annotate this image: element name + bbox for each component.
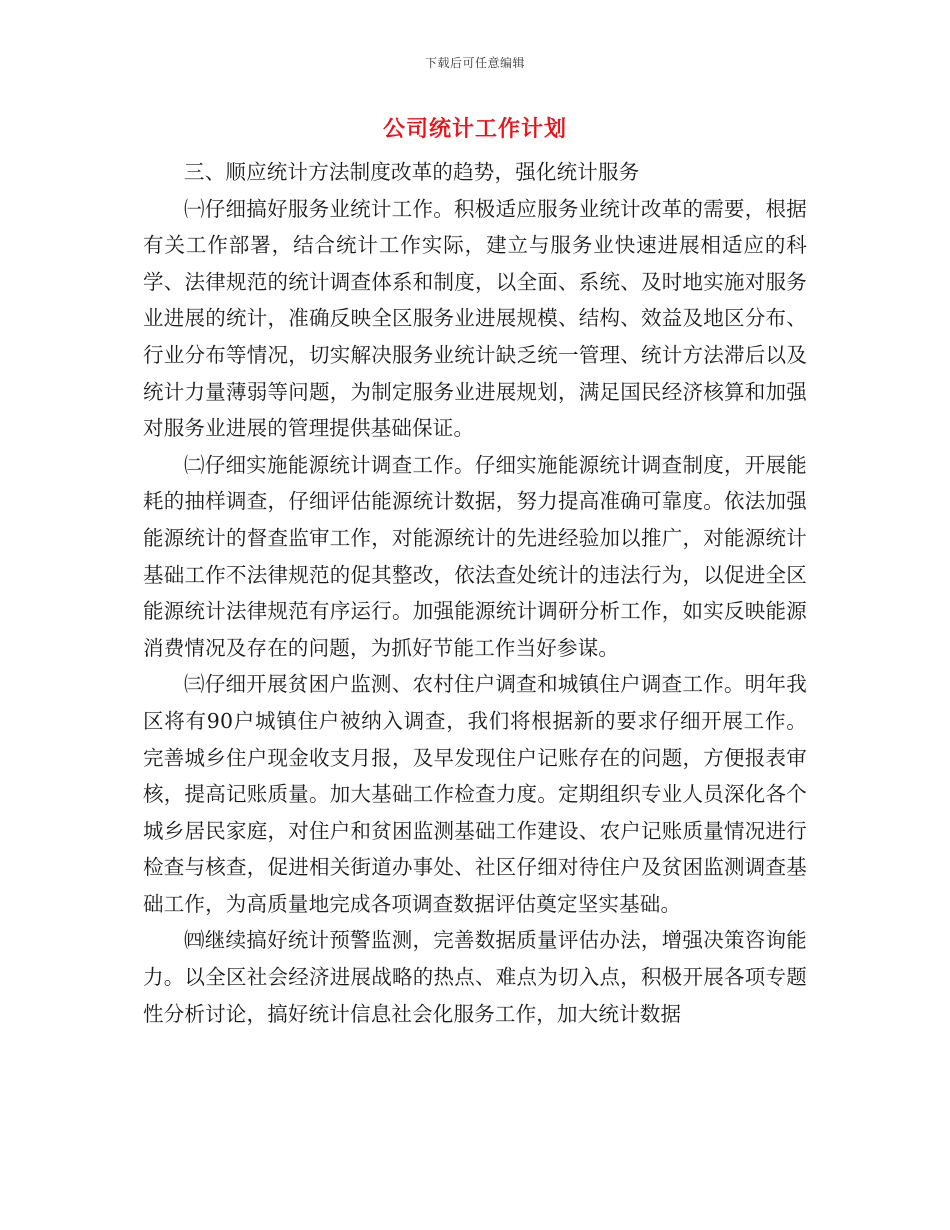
paragraph-3: ㈢仔细开展贫困户监测、农村住户调查和城镇住户调查工作。明年我区将有90户城镇住户被纳入调查，我们将根据新的要求仔细开展工作。完善城乡住户现金收支月报，及早发现住户记账存在的问题，方便报表审核，提高记账质量。加大基础工作检查力度。定期组织专业人员深化各个城乡居民家庭，对住户和贫困监测基础工作建设、农户记账质量情况进行检查与核查，促进相关街道办事处、社区仔细对待住户及贫困监测调查基础工作，为高质量地完成各项调查数据评估奠定坚实基础。 bbox=[143, 672, 807, 916]
section-heading: 三、顺应统计方法制度改革的趋势，强化统计服务 bbox=[184, 160, 640, 184]
paragraph-4: ㈣继续搞好统计预警监测，完善数据质量评估办法，增强决策咨询能力。以全区社会经济进展战略的热点、难点为切入点，积极开展各项专题性分析讨论，搞好统计信息社会化服务工作，加大统计数据 bbox=[143, 928, 807, 1026]
page-header: 下载后可任意编辑 bbox=[424, 56, 525, 70]
paragraph-1: ㈠仔细搞好服务业统计工作。积极适应服务业统计改革的需要，根据有关工作部署，结合统计工作实际，建立与服务业快速进展相适应的科学、法律规范的统计调查体系和制度，以全面、系统、及时地实施对服务业进展的统计，准确反映全区服务业进展规模、结构、效益及地区分布、行业分布等情况，切实解决服务业统计缺乏统一管理、统计方法滞后以及统计力量薄弱等问题，为制定服务业进展规划，满足国民经济核算和加强对服务业进展的管理提供基础保证。 bbox=[143, 196, 807, 441]
document-body bbox=[143, 154, 807, 1032]
document-title: 公司统计工作计划 bbox=[382, 116, 567, 142]
paragraph-2: ㈡仔细实施能源统计调查工作。仔细实施能源统计调查制度，开展能耗的抽样调查，仔细评估能源统计数据，努力提高准确可靠度。依法加强能源统计的督查监审工作，对能源统计的先进经验加以推广，对能源统计基础工作不法律规范的促其整改，依法查处统计的违法行为，以促进全区能源统计法律规范有序运行。加强能源统计调研分析工作，如实反映能源消费情况及存在的问题，为抓好节能工作当好参谋。 bbox=[143, 452, 807, 660]
